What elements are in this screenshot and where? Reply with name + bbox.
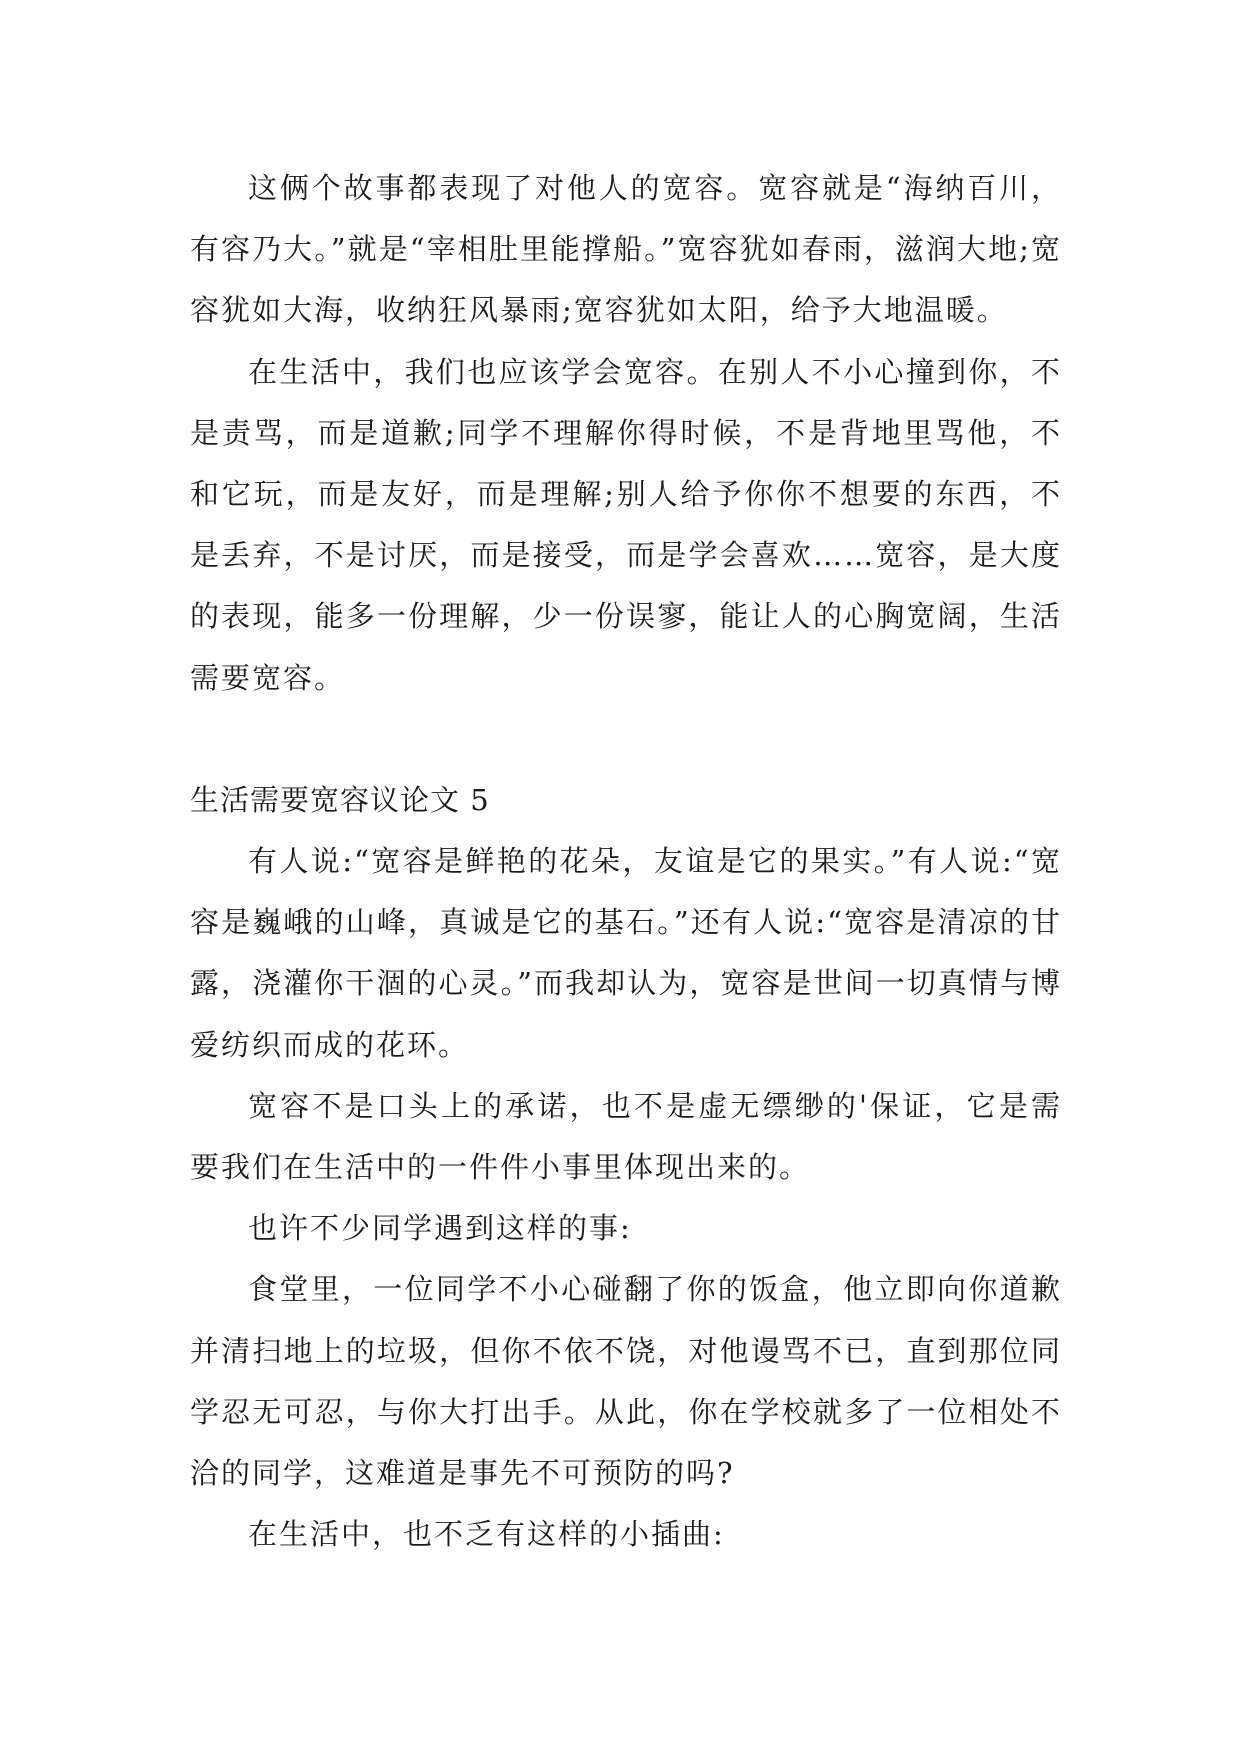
paragraph: 宽容不是口头上的承诺，也不是虚无缥缈的'保证，它是需要我们在生活中的一件件小事里体现出来的。 — [190, 1088, 1062, 1185]
paragraph: 有人说:“宽容是鲜艳的花朵，友谊是它的果实。”有人说:“宽容是巍峨的山峰，真诚是它的基石。”还有人说:“宽容是清凉的甘露，浇灌你干涸的心灵。”而我却认为，宽容是世间一切真情与博爱纺织而成的花环。 — [190, 844, 1062, 1062]
paragraph: 在生活中，也不乏有这样的小插曲: — [248, 1517, 725, 1552]
paragraph: 也许不少同学遇到这样的事: — [248, 1211, 632, 1246]
paragraph: 在生活中，我们也应该学会宽容。在别人不小心撞到你，不是责骂，而是道歉;同学不理解你得时候，不是背地里骂他，不和它玩，而是友好，而是理解;别人给予你你不想要的东西，不是丢弃，不是讨厌，而是接受，而是学会喜欢……宽容，是大度的表现，能多一份理解，少一份误寥，能让人的心胸宽阔，生活需要宽容。 — [190, 354, 1062, 695]
paragraph: 食堂里，一位同学不小心碰翻了你的饭盒，他立即向你道歉并清扫地上的垃圾，但你不依不饶，对他谩骂不已，直到那位同学忍无可忍，与你大打出手。从此，你在学校就多了一位相处不洽的同学，这难道是事先不可预防的吗? — [190, 1272, 1062, 1491]
document-body — [190, 158, 1062, 1565]
paragraph: 这俩个故事都表现了对他人的宽容。宽容就是“海纳百川，有容乃大。”就是“宰相肚里能撑船。”宽容犹如春雨，滋润大地;宽容犹如大海，收纳狂风暴雨;宽容犹如太阳，给予大地温暖。 — [190, 171, 1062, 328]
section-heading: 生活需要宽容议论文 5 — [190, 782, 490, 817]
